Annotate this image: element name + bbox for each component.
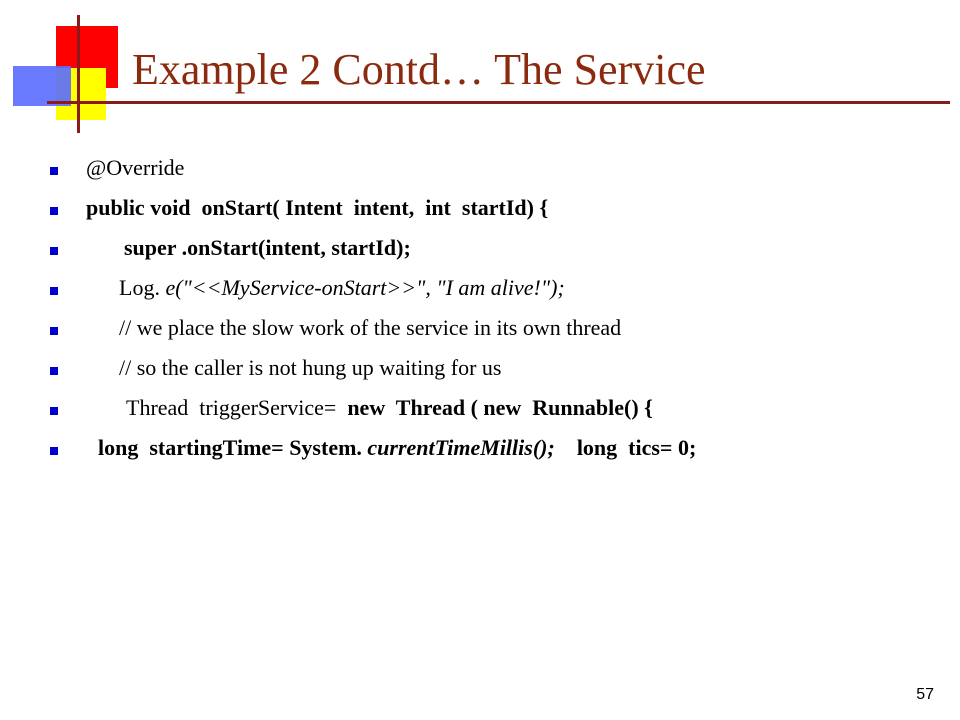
bullet-text-segment: // so the caller is not hung up waiting for us [119,355,502,380]
bullet-text [86,435,696,461]
bullet-list [50,148,696,468]
bullet-text-segment: @Override [86,155,185,180]
bullet-item [50,268,696,308]
bullet-text-segment: public void onStart( Intent intent, int startId) { [86,195,549,220]
bullet-text-segment: new Thread ( new Runnable() { [347,395,653,420]
bullet-square-icon [50,287,58,295]
bullet-text-segment: long startingTime= System. [98,435,368,460]
bullet-text-segment: // we place the slow work of the service in its own thread [119,315,622,340]
bullet-square-icon [50,367,58,375]
bullet-text [86,195,548,221]
bullet-square-icon [50,207,58,215]
bullet-item [50,308,696,348]
bullet-square-icon [50,167,58,175]
bullet-item [50,148,696,188]
logo-vertical-line [77,15,80,133]
bullet-text-segment: Thread triggerService= [126,395,348,420]
bullet-text [86,235,411,261]
bullet-item [50,348,696,388]
title-underline [47,101,950,104]
bullet-square-icon [50,327,58,335]
bullet-text [86,395,653,421]
bullet-text [86,355,502,381]
logo-blue-square [13,66,71,106]
bullet-text-segment: currentTimeMillis(); [367,435,555,460]
slide-title: Example 2 Contd… The Service [132,45,706,94]
bullet-text [86,155,184,181]
bullet-square-icon [50,407,58,415]
bullet-text [86,315,621,341]
bullet-square-icon [50,447,58,455]
page-number: 57 [916,686,934,703]
bullet-text-segment: e("<<MyService-onStart>>", "I am alive!"); [165,275,565,300]
bullet-item [50,228,696,268]
bullet-text [86,275,565,301]
bullet-text-segment: Log. [119,275,166,300]
bullet-item [50,428,696,468]
bullet-text-segment: super .onStart(intent, startId); [124,235,411,260]
bullet-text-segment: long tics= 0; [554,435,697,460]
bullet-item [50,388,696,428]
bullet-item [50,188,696,228]
bullet-square-icon [50,247,58,255]
